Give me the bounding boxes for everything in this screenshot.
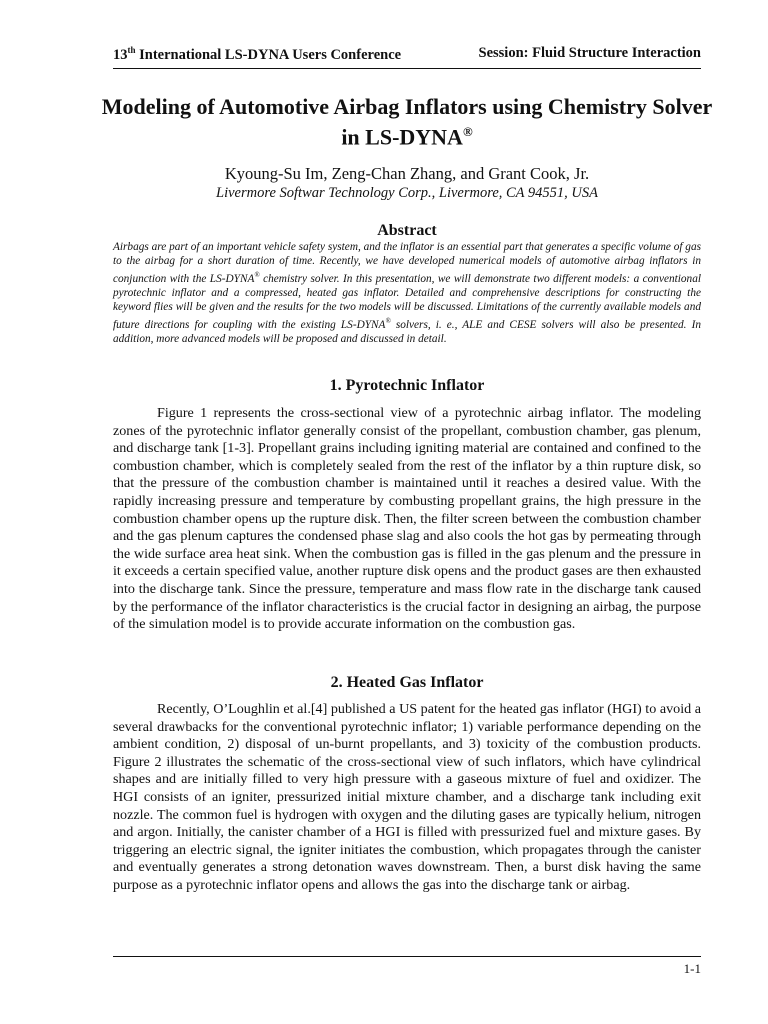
section-1-heading: 1. Pyrotechnic Inflator — [329, 377, 485, 394]
paper-title — [100, 94, 714, 149]
registered-mark: ® — [462, 124, 473, 139]
registered-mark: ® — [254, 271, 260, 279]
conference-number: 13 — [113, 46, 128, 63]
page-number: 1-1 — [683, 961, 701, 976]
authors: Kyoung-Su Im, Zeng-Chan Zhang, and Grant Cook, Jr. — [224, 164, 590, 183]
running-header — [113, 45, 701, 69]
abstract-body — [113, 240, 701, 346]
abstract-text-1: Airbags are part of an important vehicle safety system, and the inflator is an essential part that generates a specific volume of gas to the airbag for a short duration of time. Recently, we have developed numerical models of automotive airbag inflators in conjunction with the LS-DYNA — [113, 241, 701, 285]
abstract-text-2: chemistry solver. In this presentation, we will demonstrate two different models: a conventional pyrotechnic inflator and a compressed, heated gas inflator. Detailed and comprehensive descriptions for constructing the keyword flies will be given and the results for the two models will be discussed. Limitations of the currently available models and future directions for coupling with the existing LS-DYNA — [113, 272, 701, 331]
paper-title-text: Modeling of Automotive Airbag Inflators using Chemistry Solver in LS-DYNA — [101, 94, 713, 150]
section-1-paragraph: Figure 1 represents the cross-sectional view of a pyrotechnic airbag inflator. The modeling zones of the pyrotechnic inflator generally consist of the propellant, combustion chamber, gas plenum, and discharge tank [1-3]. Propellant grains including igniting material are contained and confined to the combustion chamber, which is completely sealed from the rest of the inflator by a thin rupture disk, so that the pressure of the combustion chamber is maintained until it reaches a desired value. With the rapidly increasing pressure and temperature by combusting propellant grains, the high pressure in the combustion chamber opens up the rupture disk. Then, the filter screen between the combustion chamber and the gas plenum captures the condensed phase slag and also cools the hot gas by permeating through the wide surface area heat sink. When the combustion gas is filled in the gas plenum and the pressure in it exceeds a certain specified value, another rupture disk opens and the product gases are then exhausted into the discharge tank. Since the pressure, temperature and mass flow rate in the discharge tank caused by the performance of the inflator characteristics is the crucial factor in designing an airbag, the purpose of the simulation model is to provide accurate information on the combustion gas. — [113, 405, 701, 633]
affiliation: Livermore Softwar Technology Corp., Livermore, CA 94551, USA — [216, 185, 598, 201]
registered-mark: ® — [385, 316, 391, 325]
abstract-text-3: solvers, i. e., ALE and CESE solvers will also be presented. In addition, more advanced models will be proposed and discussed in detail. — [113, 318, 701, 345]
section-2-heading: 2. Heated Gas Inflator — [330, 674, 484, 691]
conference-title: International LS-DYNA Users Conference — [135, 46, 402, 63]
conference-ordinal: th — [127, 45, 136, 55]
session-name: Session: Fluid Structure Interaction — [478, 45, 701, 61]
conference-name — [113, 47, 401, 63]
abstract-heading: Abstract — [377, 222, 437, 239]
section-2-paragraph: Recently, O’Loughlin et al.[4] published a US patent for the heated gas inflator (HGI) to avoid a several drawbacks for the conventional pyrotechnic inflator; 1) variable performance depending on the ambient condition, 2) disposal of un-burnt propellants, and 3) toxicity of the combustion products. Figure 2 illustrates the schematic of the cross-sectional view of such inflators, which have cylindrical shapes and are initially filled to very high pressure with a gaseous mixture of fuel and oxidizer. The HGI consists of an igniter, pressurized initial mixture chamber, and a discharge tank including exit nozzle. The common fuel is hydrogen with oxygen and the diluting gases are typically helium, nitrogen and argon. Initially, the canister chamber of a HGI is filled with pressurized fuel and mixture gases. By triggering an electric signal, the igniter initiates the combustion, which propagates through the canister and eventually generates a strong detonation waves downstream. Then, a burst disk having the same purpose as a pyrotechnic inflator opens and allows the gas into the discharge tank or airbag. — [113, 701, 701, 893]
footer-divider — [113, 956, 701, 957]
